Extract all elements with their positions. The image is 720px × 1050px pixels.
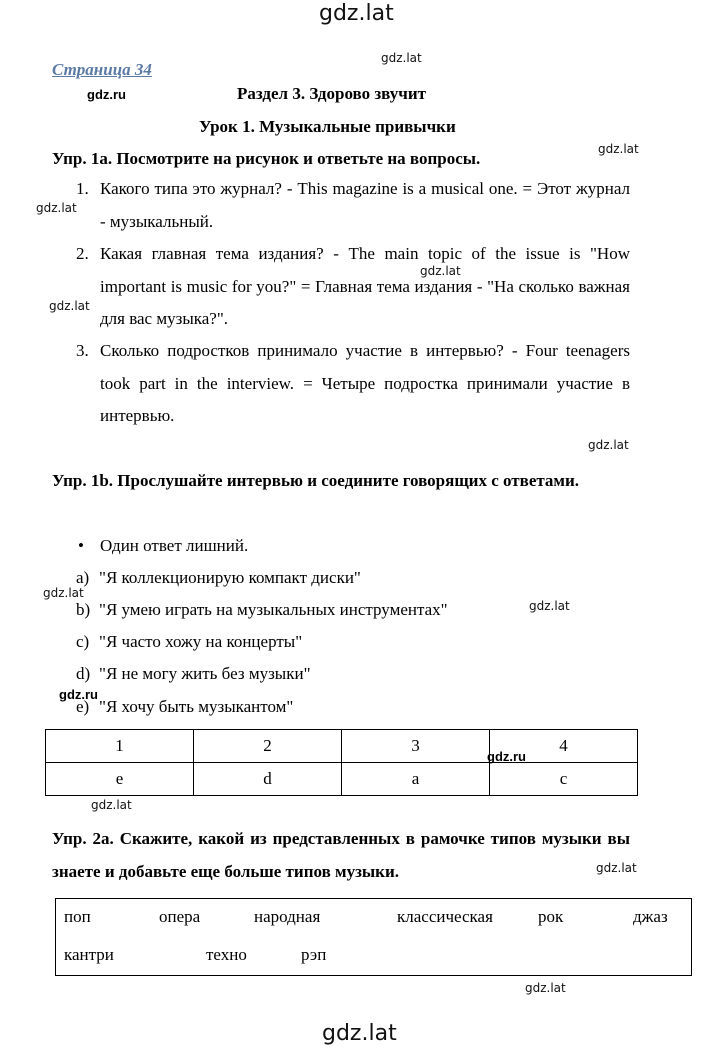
- page-link[interactable]: Страница 34: [52, 60, 152, 79]
- watermark-bottom: gdz.lat: [322, 1021, 397, 1046]
- table-header-row: [46, 730, 638, 763]
- choice-letter: b): [76, 600, 91, 619]
- genre-item: техно: [206, 945, 247, 964]
- table-cell: 2: [194, 730, 342, 763]
- choice-text: "Я не могу жить без музыки": [99, 664, 311, 683]
- watermark-ru: gdz.ru: [59, 687, 98, 702]
- item-number: 1.: [76, 179, 89, 198]
- watermark: gdz.lat: [43, 586, 84, 600]
- exercise-1b-title: Упр. 1b. Прослушайте интервью и соедините говорящих с ответами.: [52, 471, 580, 490]
- table-cell: 3: [342, 730, 490, 763]
- lesson-title: Урок 1. Музыкальные привычки: [199, 117, 456, 136]
- watermark: gdz.lat: [91, 798, 132, 812]
- item-text: Какая главная тема издания? - The main topic of the issue is "How important is music for you?" = Главная тема издания - "На сколько важная для вас музыка?".: [100, 244, 630, 328]
- choice-text: "Я коллекционирую компакт диски": [99, 568, 361, 587]
- watermark-ru: gdz.ru: [487, 749, 526, 764]
- choice-letter: a): [76, 568, 90, 587]
- table-row: [46, 763, 638, 796]
- genre-box: [55, 898, 692, 976]
- section-title: Раздел 3. Здорово звучит: [237, 84, 427, 103]
- table-cell: 4: [490, 730, 638, 763]
- genre-item: народная: [254, 907, 321, 926]
- watermark: gdz.lat: [529, 599, 570, 613]
- genre-item: рок: [538, 907, 564, 926]
- item-text: Сколько подростков принимало участие в интервью? - Four teenagers took part in the interview. = Четыре подростка принимали участие в интервью.: [100, 341, 630, 425]
- watermark: gdz.lat: [525, 981, 566, 995]
- watermark: gdz.lat: [598, 142, 639, 156]
- watermark-top: gdz.lat: [319, 1, 394, 26]
- choice-letter: e): [76, 697, 90, 716]
- choice-text: "Я хочу быть музыкантом": [99, 697, 294, 716]
- genre-item: рэп: [301, 945, 327, 964]
- table-cell: c: [490, 763, 638, 796]
- table-cell: 1: [46, 730, 194, 763]
- genre-item: джаз: [633, 907, 668, 926]
- choice-text: "Я часто хожу на концерты": [99, 632, 303, 651]
- table-cell: e: [46, 763, 194, 796]
- watermark: gdz.lat: [49, 299, 90, 313]
- item-text: Какого типа это журнал? - This magazine is a musical one. = Этот журнал - музыкальный.: [100, 179, 630, 231]
- watermark: gdz.lat: [381, 51, 422, 65]
- genre-item: кантри: [64, 945, 114, 964]
- watermark: gdz.lat: [588, 438, 629, 452]
- exercise-1a-title: Упр. 1a. Посмотрите на рисунок и ответьте на вопросы.: [52, 149, 481, 168]
- choice-letter: d): [76, 664, 91, 683]
- genre-item: поп: [64, 907, 91, 926]
- item-number: 3.: [76, 341, 89, 360]
- table-cell: d: [194, 763, 342, 796]
- genre-item: опера: [159, 907, 201, 926]
- genre-item: классическая: [397, 907, 493, 926]
- choice-letter: c): [76, 632, 90, 651]
- exercise-2a-title: Упр. 2a. Скажите, какой из представленных в рамочке типов музыки вы знаете и добавьте еще больше типов музыки.: [52, 829, 630, 881]
- item-number: 2.: [76, 244, 89, 263]
- watermark: gdz.lat: [420, 264, 461, 278]
- watermark: gdz.lat: [36, 201, 77, 215]
- watermark-ru: gdz.ru: [87, 87, 126, 102]
- choice-text: "Я умею играть на музыкальных инструментах": [99, 600, 448, 619]
- bullet-icon: •: [78, 536, 84, 555]
- bullet-note: Один ответ лишний.: [100, 536, 249, 555]
- answer-table: [45, 729, 638, 796]
- watermark: gdz.lat: [596, 861, 637, 875]
- table-cell: a: [342, 763, 490, 796]
